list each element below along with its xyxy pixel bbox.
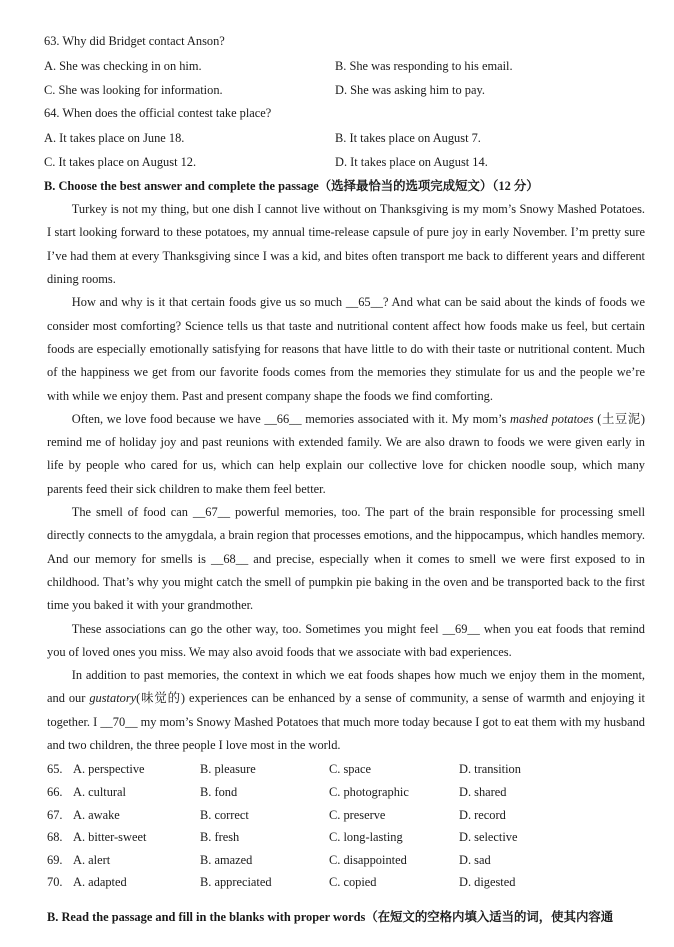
option-a: A. bitter-sweet	[73, 830, 147, 845]
blank-69: __69__	[442, 621, 480, 636]
option-number: 66.	[47, 784, 63, 799]
options-table	[47, 758, 648, 894]
option-c: C. space	[329, 762, 371, 777]
question-63-stem: 63. Why did Bridget contact Anson?	[44, 34, 225, 48]
option-row-70	[47, 871, 648, 894]
option-b: B. pleasure	[200, 762, 256, 777]
question-63-option-c: C. She was looking for information.	[44, 82, 223, 97]
passage-paragraph-4	[47, 501, 645, 617]
option-row-69	[47, 849, 648, 872]
question-64-options-row-1	[44, 126, 648, 150]
paragraph-2-text-a: How and why is it that certain foods give us so much	[71, 295, 346, 310]
paragraph-3-text-c: (土豆泥) remind me of holiday joy and past reunions with extended family. We are also drawn to foods we were given early in life by people who cared for us, which can help explain our collective love for chicken noodle soup, which many parents feed their sick children to make them feel better.	[47, 411, 645, 496]
option-a: A. adapted	[73, 875, 127, 890]
option-d: D. selective	[459, 830, 518, 845]
option-b: B. fresh	[200, 830, 240, 845]
option-row-66	[47, 781, 648, 804]
paragraph-4-text-a: The smell of food can	[71, 505, 193, 520]
option-a: A. cultural	[73, 784, 126, 799]
blank-67: __67__	[192, 505, 231, 520]
paragraph-5-text-a: These associations can go the other way, too. Sometimes you might feel	[71, 621, 443, 636]
passage-paragraph-1: Turkey is not my thing, but one dish I cannot live without on Thanksgiving is my mom’s Snowy Mashed Potatoes. I start looking forward to these potatoes, my annual time-release capsule of pure joy in early November. I’m pretty sure I’ve had them at every Thanksgiving since I was a kid, and bites often transport me back to different years and different dining rooms.	[47, 202, 645, 287]
question-64-option-d: D. It takes place on August 14.	[335, 154, 488, 169]
next-section-heading: B. Read the passage and fill in the blanks with proper words（在短文的空格内填入适当的词，使其内容通	[47, 910, 614, 924]
question-63-option-a: A. She was checking in on him.	[44, 58, 202, 73]
question-64-options-row-2	[44, 150, 648, 174]
paragraph-6-text-c: my mom’s Snowy Mashed Potatoes that much more today because I got to eat them with my husband and two children, the three people I love most in the world.	[47, 714, 645, 753]
option-number: 68.	[47, 830, 63, 845]
question-63-option-b: B. She was responding to his email.	[335, 58, 513, 73]
option-b: B. fond	[200, 784, 238, 799]
option-row-65	[47, 758, 648, 781]
question-63-option-d: D. She was asking him to pay.	[335, 82, 485, 97]
option-b: B. amazed	[200, 852, 253, 867]
paragraph-5-text-b: when you eat foods that remind you of loved ones you miss. We may also avoid foods that we associate with bad experiences.	[47, 621, 645, 659]
paragraph-4-text-b: powerful memories, too. The part of the brain responsible for processing smell directly connects to the amygdala, a brain region that processes emotions, and the hippocampus, which handles memory. And our memory for smells is	[47, 505, 646, 566]
option-d: D. sad	[459, 852, 491, 867]
option-d: D. shared	[459, 784, 507, 799]
paragraph-3-text-b: memories associated with it. My mom’s	[301, 411, 511, 426]
option-row-68	[47, 826, 648, 849]
option-b: B. appreciated	[200, 875, 272, 890]
passage-paragraph-2	[47, 291, 645, 407]
passage-paragraph-5	[47, 618, 645, 665]
question-64-stem: 64. When does the official contest take place?	[44, 106, 272, 121]
option-row-67	[47, 804, 648, 827]
question-64-option-c: C. It takes place on August 12.	[44, 154, 197, 169]
paragraph-3-italic: mashed potatoes	[510, 411, 594, 426]
paragraph-6-italic: gustatory	[89, 691, 137, 706]
option-d: D. record	[459, 807, 506, 822]
option-number: 69.	[47, 852, 63, 867]
option-a: A. awake	[73, 807, 120, 822]
option-number: 70.	[47, 875, 63, 890]
paragraph-4-text-c: and precise, especially when it comes to smell we were first exposed to in childhood. That’s why you might catch the smell of pumpkin pie baking in the oven and be transported back to the first time you baked it with your grandmother.	[47, 551, 645, 613]
paragraph-6-text-a: In addition to past memories, the context in which we eat foods shapes how much we enjoy them in the moment, and our	[47, 668, 645, 706]
option-c: C. long-lasting	[329, 830, 403, 845]
option-c: C. preserve	[329, 807, 386, 822]
passage-paragraph-3	[47, 408, 645, 501]
option-d: D. transition	[459, 762, 521, 777]
passage-paragraph-6	[47, 664, 645, 757]
option-a: A. alert	[73, 852, 111, 867]
blank-66: __66__	[264, 411, 302, 426]
blank-68: __68__	[210, 551, 249, 566]
option-c: C. disappointed	[329, 852, 407, 867]
question-63-options-row-2	[44, 78, 648, 102]
option-b: B. correct	[200, 807, 249, 822]
option-d: D. digested	[459, 875, 516, 890]
option-c: C. photographic	[329, 784, 409, 799]
section-b-heading: B. Choose the best answer and complete the passage（选择最恰当的选项完成短文）（12 分）	[44, 179, 539, 194]
question-63-options-row-1	[44, 54, 648, 78]
option-number: 67.	[47, 807, 63, 822]
paragraph-3-text-a: Often, we love food because we have	[71, 411, 265, 426]
blank-70: __70__	[100, 714, 138, 729]
paragraph-2-text-b: ? And what can be said about the kinds of foods we consider most comforting? Science tells us that taste and nutritional content affect how foods make us feel, but certain foods are especially emotionally satisfying for reasons that have little to do with their taste or nutritional content. Much of the happiness we get from our favorite foods comes from the memories they stimulate for us and the people we’re with while we enjoy them. Past and present company shape the foods we find comforting.	[47, 295, 646, 403]
option-c: C. copied	[329, 875, 377, 890]
blank-65: __65__	[345, 295, 383, 310]
option-number: 65.	[47, 762, 63, 777]
option-a: A. perspective	[73, 762, 145, 777]
paragraph-6-text-b: (味觉的) experiences can be enhanced by a sense of community, a sense of warmth and enjoying it together. I	[47, 691, 646, 729]
question-64-option-a: A. It takes place on June 18.	[44, 130, 185, 145]
question-64-option-b: B. It takes place on August 7.	[335, 130, 481, 145]
